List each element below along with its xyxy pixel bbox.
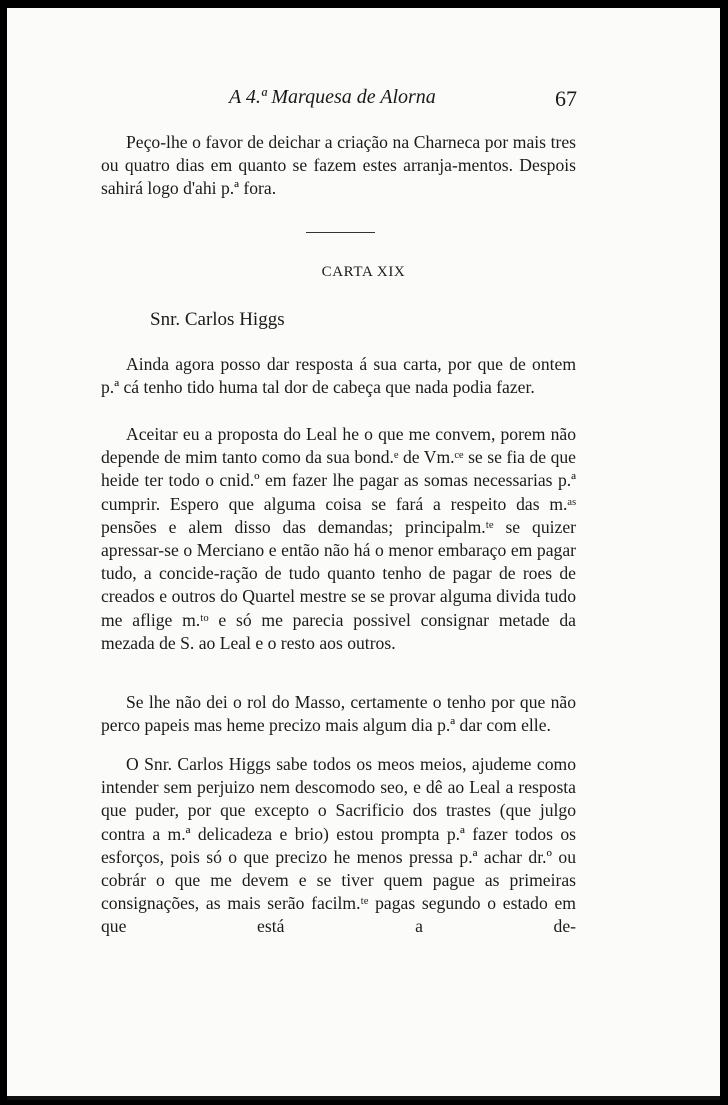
paragraph-1 <box>101 353 576 399</box>
paragraph-2 <box>101 423 576 655</box>
page-number: 67 <box>555 86 577 111</box>
paragraph-text: Se lhe não dei o rol do Masso, certamente o tenho por que não perco papeis mas heme precizo mais algum dia p.ª dar com elle. <box>101 692 576 736</box>
paragraph-text: Peço-lhe o favor de deichar a criação na Charneca por mais tres ou quatro dias em quanto se fazem estes arranja-mentos. Despois sahirá logo d'ahi p.ª fora. <box>101 132 576 199</box>
letter-title: CARTA XIX <box>321 264 406 280</box>
paragraph-3 <box>101 691 576 737</box>
page-header <box>7 86 720 116</box>
running-title: A 4.ª Marquesa de Alorna <box>229 86 436 108</box>
paragraph-4 <box>101 753 576 939</box>
page-edge <box>7 1096 720 1100</box>
paragraph-text: O Snr. Carlos Higgs sabe todos os meos meios, ajudeme como intender sem perjuizo nem descomodo seo, e dê ao Leal a resposta que puder, por que excepto o Sacrificio dos trastes (que julgo contra a m.ª delicadeza e brio) estou prompta p.ª fazer todos os esforços, pois só o que precizo he menos pressa p.ª achar dr.º ou cobrár o que me devem e se tiver quem pague as primeiras consignações, as mais serão facilm.ᵗᵉ pagas segundo o estado em que está a de- <box>101 754 576 937</box>
letter-salutation: Snr. Carlos Higgs <box>150 309 285 330</box>
section-divider <box>306 232 375 233</box>
paragraph-text: Ainda agora posso dar resposta á sua carta, por que de ontem p.ª cá tenho tido huma tal dor de cabeça que nada podia fazer. <box>101 354 576 398</box>
paragraph-closing-previous-letter <box>101 131 576 201</box>
paragraph-text: Aceitar eu a proposta do Leal he o que me convem, porem não depende de mim tanto como da sua bond.ᵉ de Vm.ᶜᵉ se se fia de que heide ter todo o cnid.º em fazer lhe pagar as somas necessarias p.ª cumprir. Espero que alguma coisa se fará a respeito das m.ᵃˢ pensões e alem disso das demandas; principalm.ᵗᵉ se quizer apressar-se o Merciano e então não há o menor embaraço em pagar tudo, a concide-ração de tudo quanto tenho de pagar de roes de creados e outros do Quartel mestre se se provar alguma divida tudo me aflige m.ᵗᵒ e só me parecia possivel consignar metade da mezada de S. ao Leal e o resto aos outros. <box>101 424 576 653</box>
book-page <box>7 8 720 1100</box>
